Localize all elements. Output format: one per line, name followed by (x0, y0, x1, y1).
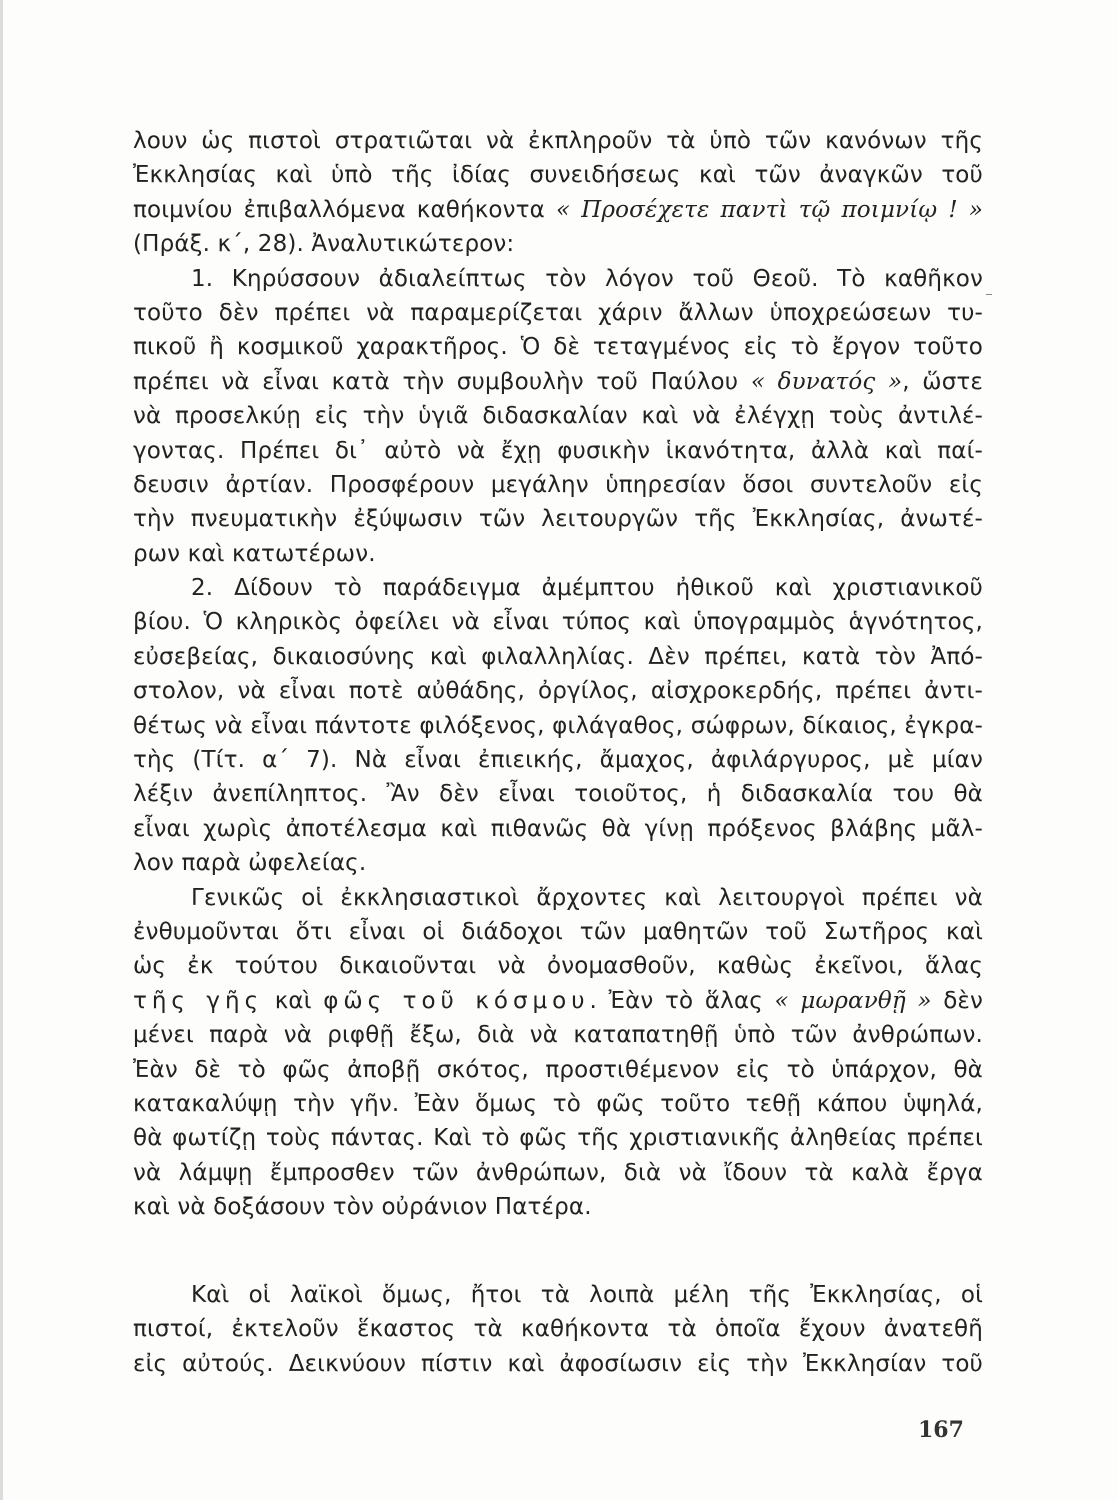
page-edge (0, 0, 3, 1500)
text-line: θὰ φωτίζῃ τοὺς πάντας. Καὶ τὸ φῶς τῆς χριστιανικῆς ἀληθείας πρέπει (133, 1125, 983, 1152)
text-line: ρων καὶ κατωτέρων. (133, 540, 376, 567)
text-line: πικοῦ ἢ κοσμικοῦ χαρακτῆρος. Ὁ δὲ τεταγμένος εἰς τὸ ἔργον τοῦτο (133, 334, 983, 361)
text-line: 1. Κηρύσσουν ἀδιαλείπτως τὸν λόγον τοῦ Θεοῦ. Τὸ καθῆκον (191, 265, 983, 292)
spaced-text: φῶς τοῦ κόσμου (323, 987, 590, 1014)
text-line: εὐσεβείας, δικαιοσύνης καὶ φιλαλληλίας. Δὲν πρέπει, κατὰ τὸν Ἀπό- (133, 643, 983, 670)
text-line: θέτως νὰ εἶναι πάντοτε φιλόξενος, φιλάγαθος, σώφρων, δίκαιος, ἐγκρα- (133, 712, 983, 739)
scripture-quote: « δυνατός » (750, 368, 903, 395)
page-number: 167 (918, 1417, 964, 1443)
text-line: γοντας. Πρέπει δι᾿ αὐτὸ νὰ ἔχῃ φυσικὴν ἱκανότητα, ἀλλὰ καὶ παί- (133, 437, 983, 464)
text-line: Καὶ οἱ λαϊκοὶ ὅμως, ἤτοι τὰ λοιπὰ μέλη τῆς Ἐκκλησίας, οἱ (191, 1282, 983, 1308)
text-line (133, 193, 983, 227)
text-line: Ἐκκλησίας καὶ ὑπὸ τῆς ἰδίας συνειδήσεως καὶ τῶν ἀναγκῶν τοῦ (133, 162, 983, 189)
scripture-quote: « μωρανθῇ » (774, 987, 932, 1014)
text-line: λέξιν ἀνεπίληπτος. Ἂν δὲν εἶναι τοιοῦτος, ἡ διδασκαλία του θὰ (133, 781, 983, 808)
text-line: καὶ νὰ δοξάσουν τὸν οὐράνιον Πατέρα. (133, 1194, 592, 1221)
text-line: στολον, νὰ εἶναι ποτὲ αὐθάδης, ὀργίλος, αἰσχροκερδής, πρέπει ἀντι- (133, 678, 983, 705)
text-line: τοῦτο δὲν πρέπει νὰ παραμερίζεται χάριν ἄλλων ὑποχρεώσεων τυ- (133, 299, 983, 326)
text-fragment: πρέπει νὰ εἶναι κατὰ τὴν συμβουλὴν τοῦ Παύλου (133, 368, 751, 395)
text-line: Γενικῶς οἱ ἐκκλησιαστικοὶ ἄρχοντες καὶ λειτουργοὶ πρέπει νὰ (191, 884, 983, 911)
text-line: ὡς ἐκ τούτου δικαιοῦνται νὰ ὀνομασθοῦν, καθὼς ἐκεῖνοι, ἅλας (133, 953, 983, 980)
text-line: μένει παρὰ νὰ ριφθῇ ἔξω, διὰ νὰ καταπατηθῇ ὑπὸ τῶν ἀνθρώπων. (133, 1022, 983, 1049)
text-line: κατακαλύψῃ τὴν γῆν. Ἐὰν ὅμως τὸ φῶς τοῦτο τεθῇ κάπου ὑψηλά, (133, 1090, 983, 1117)
text-fragment: δὲν (931, 987, 984, 1014)
text-fragment: καὶ (263, 987, 324, 1014)
spaced-text: τῆς γῆς (133, 987, 264, 1014)
continuation-text-block (133, 1278, 983, 1381)
text-line: τὴς (Τίτ. α΄ 7). Νὰ εἶναι ἐπιεικής, ἄμαχος, ἀφιλάργυρος, μὲ μίαν (133, 747, 983, 774)
text-line: βίου. Ὁ κληρικὸς ὀφείλει νὰ εἶναι τύπος καὶ ὑπογραμμὸς ἁγνότητος, (133, 609, 983, 636)
text-line: νὰ προσελκύῃ εἰς τὴν ὑγιᾶ διδασκαλίαν καὶ νὰ ἐλέγχῃ τοὺς ἀντιλέ- (133, 403, 983, 430)
text-line: πιστοί, ἐκτελοῦν ἕκαστος τὰ καθήκοντα τὰ ὁποῖα ἔχουν ἀνατεθῆ (133, 1316, 983, 1343)
text-line (133, 984, 983, 1018)
text-line: δευσιν ἀρτίαν. Προσφέρουν μεγάλην ὑπηρεσίαν ὅσοι συντελοῦν εἰς (133, 471, 983, 498)
text-line (133, 365, 983, 399)
text-line: Ἐὰν δὲ τὸ φῶς ἀποβῇ σκότος, προστιθέμενον εἰς τὸ ὑπάρχον, θὰ (133, 1056, 983, 1083)
main-text-block (133, 124, 983, 1225)
text-line: εἰς αὐτούς. Δεικνύουν πίστιν καὶ ἀφοσίωσιν εἰς τὴν Ἐκκλησίαν τοῦ (133, 1350, 983, 1377)
text-line: ἐνθυμοῦνται ὅτι εἶναι οἱ διάδοχοι τῶν μαθητῶν τοῦ Σωτῆρος καὶ (133, 918, 983, 945)
text-line: τὴν πνευματικὴν ἐξύψωσιν τῶν λειτουργῶν τῆς Ἐκκλησίας, ἀνωτέ- (133, 506, 983, 533)
text-fragment: ποιμνίου ἐπιβαλλόμενα καθήκοντα (133, 196, 556, 223)
text-line: λουν ὡς πιστοὶ στρατιῶται νὰ ἐκπληροῦν τὰ ὑπὸ τῶν κανόνων τῆς (133, 128, 983, 154)
text-line: λον παρὰ ὠφελείας. (133, 850, 367, 877)
text-fragment: , ὥστε (902, 368, 983, 395)
text-line: νὰ λάμψῃ ἔμπροσθεν τῶν ἀνθρώπων, διὰ νὰ ἴδουν τὰ καλὰ ἔργα (133, 1159, 983, 1186)
scripture-quote: « Προσέχετε παντὶ τῷ ποιμνίῳ ! » (556, 196, 983, 223)
margin-mark (986, 294, 992, 295)
text-line: 2. Δίδουν τὸ παράδειγμα ἀμέμπτου ἠθικοῦ καὶ χριστιανικοῦ (191, 575, 983, 602)
text-line: (Πράξ. κ΄, 28). Ἀναλυτικώτερον: (133, 231, 515, 258)
text-line: εἶναι χωρὶς ἀποτέλεσμα καὶ πιθανῶς θὰ γίνῃ πρόξενος βλάβης μᾶλ- (133, 815, 983, 842)
text-fragment: . Ἐὰν τὸ ἅλας (589, 987, 775, 1014)
